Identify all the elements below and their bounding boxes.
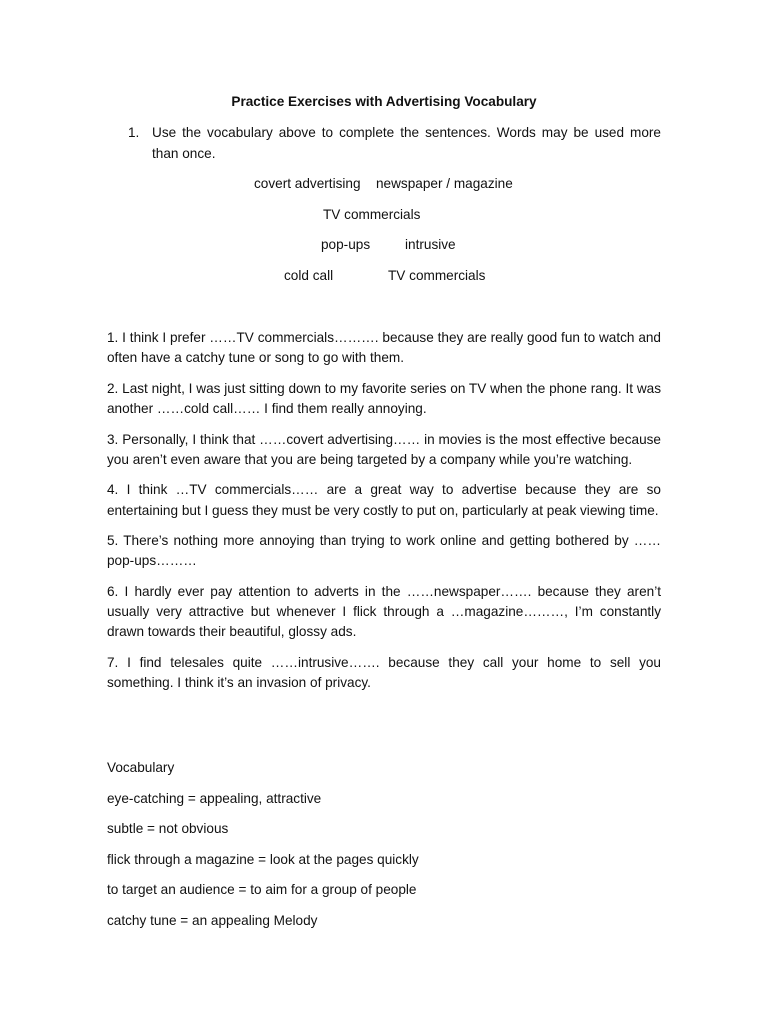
instruction-number: 1.	[128, 125, 140, 140]
exercise-sentence: 5. There’s nothing more annoying than trying to work online and getting bothered by …… pop-ups………	[107, 533, 661, 569]
exercise-sentence: 2. Last night, I was just sitting down to my favorite series on TV when the phone rang. It was another ……cold call…… I find them really annoying.	[107, 380, 661, 416]
word-bank-item: covert advertising	[254, 176, 361, 191]
word-bank-item: intrusive	[405, 237, 456, 252]
exercise-sentence: 1. I think I prefer ……TV commercials………. because they are really good fun to watch and often have a catchy tune or song to go with them.	[107, 330, 661, 366]
exercise-sentence: 3. Personally, I think that ……covert advertising…… in movies is the most effective because you aren’t even aware that you are being targeted by a company while you’re watching.	[107, 431, 661, 467]
exercise-sentences	[107, 328, 661, 704]
instruction-text: Use the vocabulary above to complete the sentences. Words may be used more than once.	[152, 125, 661, 161]
vocabulary-item: eye-catching = appealing, attractive	[107, 791, 322, 806]
word-bank-item: cold call	[284, 268, 334, 283]
exercise-sentence: 6. I hardly ever pay attention to adverts in the ……newspaper……. because they aren’t usually very attractive but whenever I flick through a …magazine………, I’m constantly drawn towards their beautiful, glossy ads.	[107, 583, 661, 640]
word-bank-item: TV commercials	[323, 207, 421, 222]
word-bank-item: TV commercials	[388, 268, 486, 283]
page-title: Practice Exercises with Advertising Vocabulary	[231, 94, 537, 109]
exercise-sentence: 7. I find telesales quite ……intrusive……. because they call your home to sell you something. I think it’s an invasion of privacy.	[107, 654, 661, 691]
instruction	[128, 123, 661, 164]
vocabulary-item: catchy tune = an appealing Melody	[107, 913, 318, 928]
vocabulary-heading: Vocabulary	[107, 760, 175, 775]
vocabulary-item: to target an audience = to aim for a group of people	[107, 882, 417, 897]
exercise-sentence: 4. I think …TV commercials…… are a great way to advertise because they are so entertaining but I guess they must be very costly to put on, particularly at peak viewing time.	[107, 482, 661, 518]
word-bank-item: newspaper / magazine	[376, 176, 513, 191]
word-bank-item: pop-ups	[321, 237, 371, 252]
vocabulary-item: subtle = not obvious	[107, 821, 229, 836]
vocabulary-item: flick through a magazine = look at the pages quickly	[107, 852, 419, 867]
